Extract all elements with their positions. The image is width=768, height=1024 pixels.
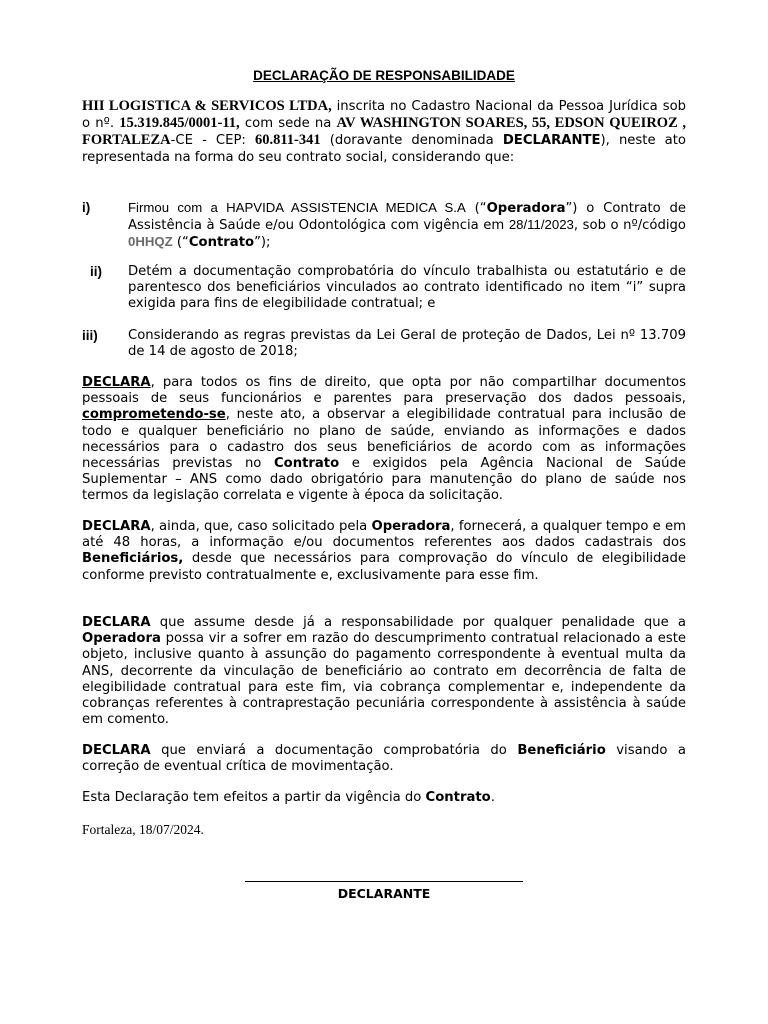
- contract-date: 28/11/2023: [508, 217, 574, 233]
- declara-term: DECLARA: [82, 519, 151, 534]
- effects-paragraph: Esta Declaração tem efeitos a partir da vigência do Contrato.: [82, 790, 495, 805]
- cep: 60.811-341: [254, 132, 321, 149]
- place-date: Fortaleza, 18/07/2024.: [82, 822, 204, 837]
- company-name: HII LOGISTICA & SERVICOS LTDA,: [82, 98, 332, 114]
- contrato-term: Contrato: [273, 456, 340, 472]
- comprometendo-term: comprometendo-se: [82, 407, 226, 423]
- signature-line: [245, 881, 523, 882]
- contrato-term: Contrato: [425, 790, 491, 805]
- declara-paragraph-2: DECLARA, ainda, que, caso solicitado pela Operadora, fornecerá, a qualquer tempo e em até 48 horas, a informação e/ou documentos referentes aos dados cadastrais dos Beneficiários, desde que necessários para comprovação do vínculo de elegibilidade conforme previsto contratualmente e, exclusivamente para esse fim.: [82, 519, 686, 583]
- list-item-text: Considerando as regras previstas da Lei Geral de proteção de Dados, Lei nº 13.709 de 14 de agosto de 2018;: [128, 328, 686, 360]
- declara-paragraph-4: DECLARA que enviará a documentação comprobatória do Beneficiário visando a correção de eventual crítica de movimentação.: [82, 743, 687, 775]
- declarante-term: DECLARANTE: [502, 133, 601, 149]
- operator-name: HAPVIDA ASSISTENCIA MEDICA S.A: [226, 200, 466, 215]
- intro-paragraph: HII LOGISTICA & SERVICOS LTDA, inscrita no Cadastro Nacional da Pessoa Jurídica sob o nº. 15.319.845/0001-11, com sede na AV WASHINGTON SOARES, 55, EDSON QUEIROZ , FORTALEZA-CE - CEP: 60.811-341 (doravante denominada DECLARANTE), neste ato representada na forma do seu contrato social, considerando que:: [82, 98, 687, 165]
- declara-paragraph-1: DECLARA, para todos os fins de direito, que opta por não compartilhar documentos pessoais de seus funcionários e parentes para preservação dos dados pessoais, comprometendo-se, neste ato, a observar a elegibilidade contratual para inclusão de todo e qualquer beneficiário no plano de saúde, enviando as informações e dados necessários para o cadastro dos seus beneficiários de acordo com as informações necessárias previstas no Contrato e exigidos pela Agência Nacional de Saúde Suplementar – ANS como dado obrigatório para manutenção do plano de saúde nos termos da legislação correlata e vigente à época da solicitação.: [82, 375, 686, 504]
- list-marker: ii): [90, 264, 102, 279]
- list-marker: i): [82, 200, 91, 215]
- operadora-term: Operadora: [82, 631, 161, 647]
- company-address: AV WASHINGTON SOARES, 55, EDSON QUEIROZ , FORTALEZA: [82, 115, 686, 149]
- declara-paragraph-3: DECLARA que assume desde já a responsabilidade por qualquer penalidade que a Operadora possa vir a sofrer em razão do descumprimento contratual relacionado a este objeto, inclusive quanto à assunção do pagamento correspondente à eventual multa da ANS, decorrente da vinculação de beneficiário ao contrato em decorrência de falta de elegibilidade contratual para este fim, via cobrança complementar e, independente da cobranças referentes à contraprestação pecuniária correspondente à assistência à saúde em comento.: [82, 615, 686, 728]
- declara-term: DECLARA: [82, 375, 151, 390]
- beneficiarios-term: Beneficiários,: [82, 551, 184, 567]
- document-title: DECLARAÇÃO DE RESPONSABILIDADE: [253, 68, 515, 83]
- list-marker: iii): [82, 328, 98, 343]
- cnpj: 15.319.845/0001-11,: [119, 115, 240, 132]
- declara-term: DECLARA: [82, 615, 151, 630]
- signature-label: DECLARANTE: [337, 886, 431, 901]
- list-item-text: Detém a documentação comprobatória do vínculo trabalhista ou estatutário e de parentesco dos beneficiários vinculados ao contrato identificado no item “i” supra exigida para fins de elegibilidade contratual; e: [128, 264, 686, 312]
- declara-term: DECLARA: [82, 743, 151, 758]
- contract-code: 0HHQZ: [128, 234, 173, 250]
- contrato-term: Contrato: [188, 235, 255, 251]
- operadora-term: Operadora: [371, 519, 451, 534]
- beneficiario-term: Beneficiário: [517, 743, 606, 758]
- operadora-term: Operadora: [486, 201, 566, 216]
